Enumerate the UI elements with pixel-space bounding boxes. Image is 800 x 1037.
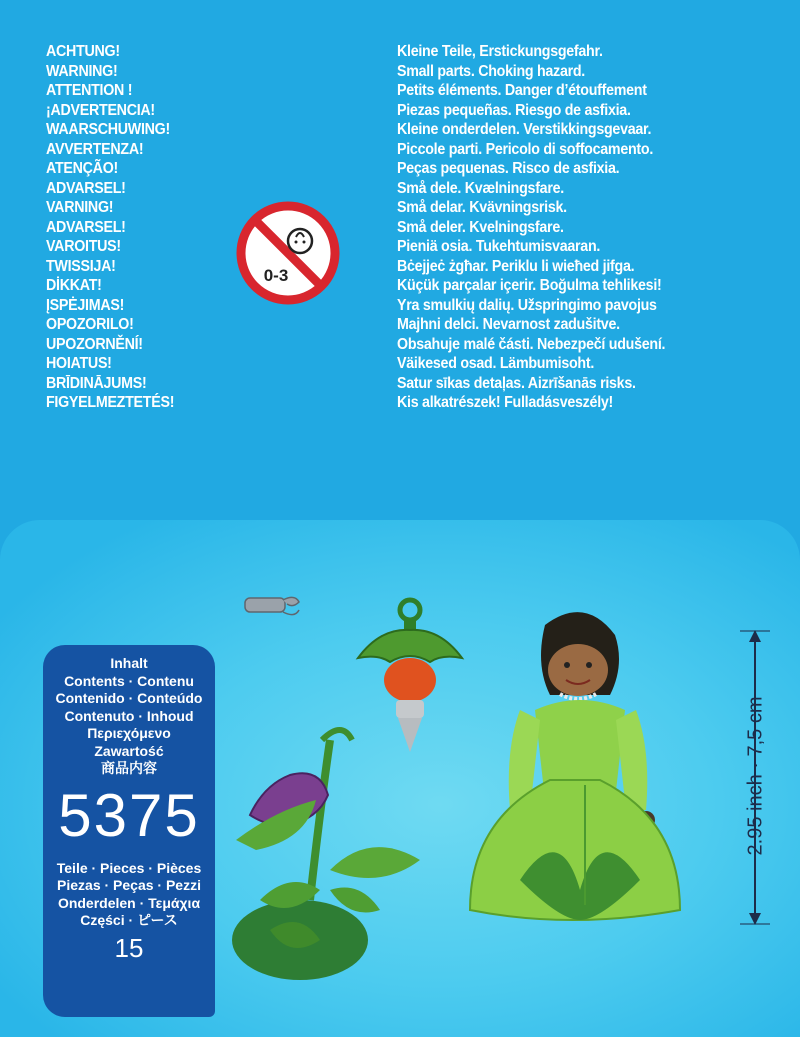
warning-heading: FIGYELMEZTETÉS! [46,394,175,411]
pieces-labels [43,860,215,930]
contents-label: Contents · Contenu [64,672,194,689]
warning-text: Pieniä osia. Tukehtumisvaaran. [397,238,601,255]
pieces-count: 15 [114,932,144,963]
warning-text: Yra smulkių dalių. Užspringimo pavojus [397,296,657,314]
pieces-label: Teile · Pieces · Pièces [56,859,202,876]
contents-info-box [43,645,215,1017]
warning-heading: ATTENTION ! [46,82,133,99]
contents-label: Inhalt [110,655,148,671]
warning-text: Petits éléments. Danger d’étouffement [397,82,647,99]
warning-heading: OPOZORILO! [46,316,134,333]
warning-text: Majhni delci. Nevarnost zadušitve. [397,316,620,333]
warning-heading: ĮSPĖJIMAS! [46,296,125,314]
warning-heading: DİKKAT! [46,277,102,294]
princess-figure [470,612,680,920]
warning-text: Kleine onderdelen. Verstikkingsgevaar. [397,121,652,138]
warning-heading: UPOZORNĚNÍ! [46,335,143,353]
warning-text: Små dele. Kvælningsfare. [397,179,564,197]
flower-plant [232,730,420,980]
set-number: 5375 [58,781,200,849]
warning-heading: ¡ADVERTENCIA! [46,101,155,119]
warning-heading: ACHTUNG! [46,43,120,60]
contents-label: Contenido · Conteúdo [55,690,203,706]
contents-label: Περιεχόμενο [87,725,171,741]
warning-heading: TWISSIJA! [46,257,116,275]
warning-heading: VAROITUS! [46,238,121,255]
warning-heading: VARNING! [46,199,114,216]
warning-heading: BRĪDINĀJUMS! [46,374,147,392]
pieces-label: Części · ピース [80,912,178,928]
pieces-label: Piezas · Peças · Pezzi [57,877,201,893]
warning-text: Kis alkatrészek! Fulladásveszély! [397,394,614,411]
warning-text: Small parts. Choking hazard. [397,62,585,80]
warning-headings [46,42,174,413]
warning-text: Väikesed osad. Lämbumisoht. [397,355,595,372]
warning-heading: WAARSCHUWING! [46,121,170,138]
warning-text: Satur sīkas detaļas. Aizrīšanās risks. [397,374,636,392]
warning-heading: ADVARSEL! [46,218,126,236]
pieces-label: Onderdelen · Τεμάχια [57,894,201,911]
contents-label: 商品内容 [101,760,157,776]
warning-text: Kleine Teile, Erstickungsgefahr. [397,43,603,60]
no-under-3-icon [236,201,340,305]
warning-heading: AVVERTENZA! [46,140,144,158]
contents-label: Contenuto · Inhoud [64,707,194,724]
warning-text: Küçük parçalar içerir. Boğulma tehlikesi! [397,277,662,294]
warning-heading: WARNING! [46,62,118,80]
warning-heading: HOIATUS! [46,355,112,372]
dimension-label: 2.95 inch · 7,5 cm [744,696,767,856]
warning-texts [397,42,665,413]
age-label: 0-3 [263,266,289,285]
warning-text: Piccole parti. Pericolo di soffocamento. [397,140,654,158]
warning-text: Piezas pequeñas. Riesgo de asfixia. [397,101,631,119]
warning-text: Små deler. Kvelningsfare. [397,218,564,236]
warning-heading: ATENÇÃO! [46,160,118,177]
warning-text: Obsahuje malé části. Nebezpečí udušení. [397,335,666,353]
contents-label: Zawartość [94,742,164,759]
warning-heading: ADVARSEL! [46,179,126,197]
clip-accessory [245,597,299,614]
warning-text: Peças pequenas. Risco de asfixia. [397,160,620,177]
flower-lantern [358,600,462,752]
warning-text: Små delar. Kvävningsrisk. [397,199,567,216]
contents-labels [43,645,215,778]
warning-text: Bċejjeċ żgħar. Periklu li wieħed jifga. [397,257,635,275]
